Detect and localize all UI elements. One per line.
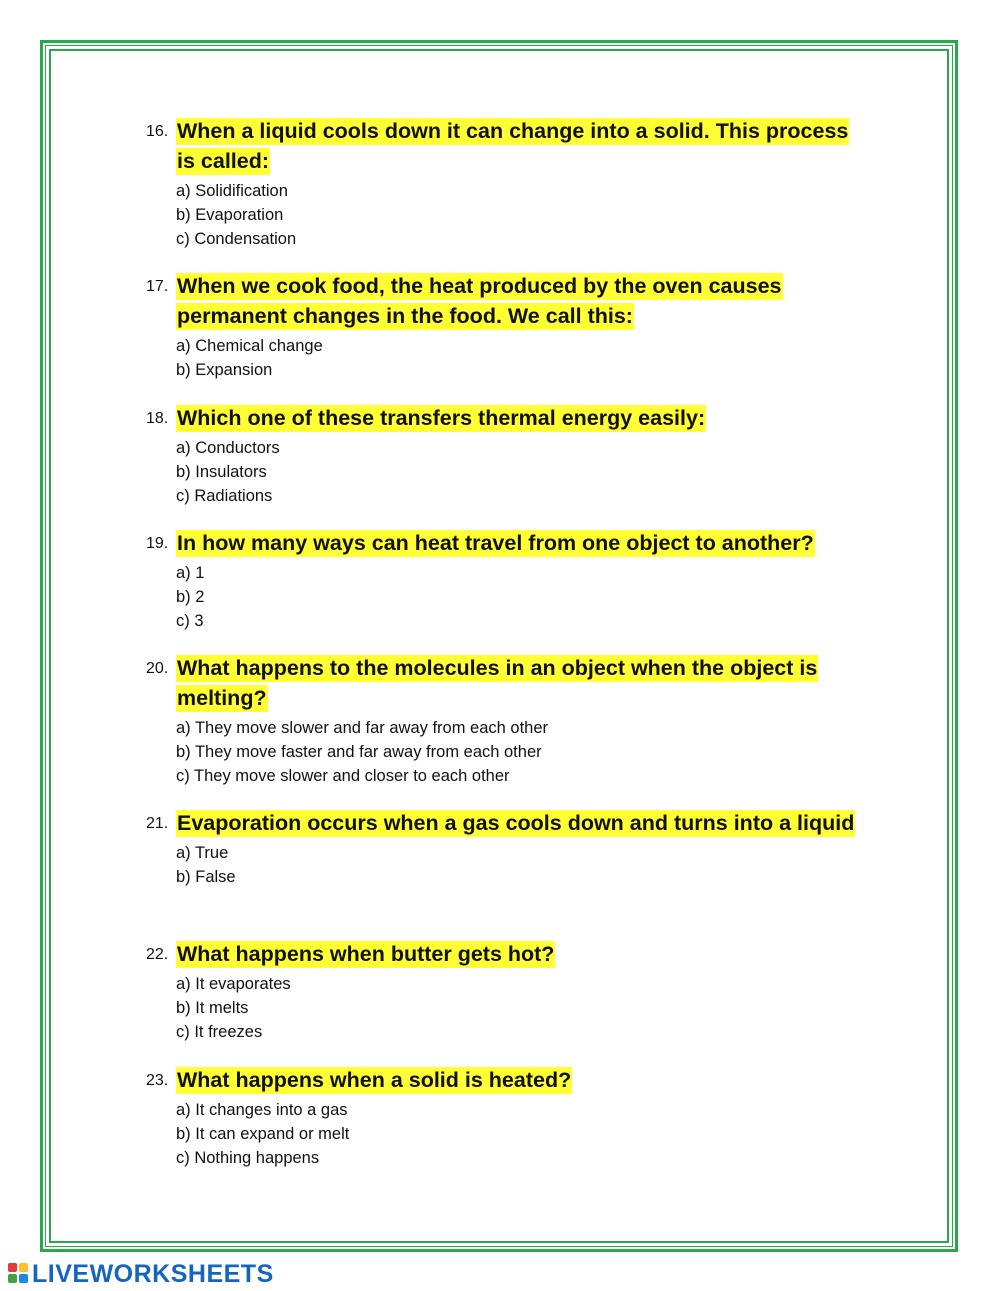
answer-options bbox=[176, 717, 866, 788]
answer-options bbox=[176, 335, 866, 383]
question-text-highlight: When we cook food, the heat produced by the oven causes permanent changes in the food. We call this: bbox=[177, 274, 782, 328]
answer-options bbox=[176, 437, 866, 508]
answer-option[interactable]: a) True bbox=[176, 844, 229, 862]
answer-option[interactable]: b) Insulators bbox=[176, 462, 267, 481]
liveworksheets-logo-icon bbox=[8, 1263, 30, 1285]
answer-options bbox=[176, 562, 866, 633]
answer-option[interactable]: a) Conductors bbox=[176, 439, 280, 457]
question-text bbox=[176, 116, 866, 176]
answer-option[interactable]: b) 2 bbox=[176, 587, 205, 606]
answer-option[interactable]: a) Chemical change bbox=[176, 337, 323, 355]
question-number: 19. bbox=[146, 535, 169, 552]
answer-option[interactable]: b) False bbox=[176, 867, 236, 886]
question-text-highlight: When a liquid cools down it can change into a solid. This process is called: bbox=[177, 119, 849, 173]
answer-option[interactable]: b) Expansion bbox=[176, 360, 273, 379]
question-item bbox=[146, 271, 866, 383]
question-item bbox=[146, 528, 866, 633]
question-text-highlight: In how many ways can heat travel from one object to another? bbox=[177, 531, 814, 555]
answer-option[interactable]: c) Condensation bbox=[176, 229, 297, 248]
question-item bbox=[146, 403, 866, 508]
answer-option[interactable]: a) Solidification bbox=[176, 182, 288, 200]
question-text-highlight: What happens when a solid is heated? bbox=[177, 1068, 572, 1092]
question-text bbox=[176, 403, 866, 433]
answer-option[interactable]: a) They move slower and far away from each other bbox=[176, 719, 549, 737]
answer-option[interactable]: b) They move faster and far away from each other bbox=[176, 742, 542, 761]
answer-option[interactable]: b) Evaporation bbox=[176, 205, 284, 224]
question-number: 16. bbox=[146, 123, 169, 140]
answer-options bbox=[176, 973, 866, 1044]
question-text-highlight: What happens to the molecules in an object when the object is melting? bbox=[177, 656, 818, 710]
question-item bbox=[146, 1065, 866, 1170]
question-text-highlight: Which one of these transfers thermal energy easily: bbox=[177, 406, 706, 430]
question-number: 20. bbox=[146, 660, 169, 677]
answer-options bbox=[176, 180, 866, 251]
answer-options bbox=[176, 842, 866, 890]
question-number: 18. bbox=[146, 410, 169, 427]
question-number: 21. bbox=[146, 815, 169, 832]
question-text-highlight: Evaporation occurs when a gas cools down and turns into a liquid bbox=[177, 811, 855, 835]
question-text bbox=[176, 1065, 866, 1095]
question-text bbox=[176, 271, 866, 331]
answer-option[interactable]: b) It melts bbox=[176, 998, 249, 1017]
question-text bbox=[176, 808, 866, 838]
answer-option[interactable]: a) 1 bbox=[176, 564, 205, 582]
question-number: 23. bbox=[146, 1072, 169, 1089]
question-item bbox=[146, 808, 866, 890]
question-number: 17. bbox=[146, 278, 169, 295]
answer-option[interactable]: c) 3 bbox=[176, 611, 204, 630]
answer-option[interactable]: c) They move slower and closer to each other bbox=[176, 766, 510, 785]
question-text-highlight: What happens when butter gets hot? bbox=[177, 942, 555, 966]
question-item bbox=[146, 653, 866, 788]
answer-option[interactable]: c) It freezes bbox=[176, 1022, 263, 1041]
question-text bbox=[176, 528, 866, 558]
answer-option[interactable]: a) It evaporates bbox=[176, 975, 291, 993]
logo-text: LIVEWORKSHEETS bbox=[32, 1260, 274, 1288]
answer-options bbox=[176, 1099, 866, 1170]
liveworksheets-logo bbox=[8, 1260, 274, 1288]
answer-option[interactable]: a) It changes into a gas bbox=[176, 1101, 348, 1119]
question-text bbox=[176, 939, 866, 969]
answer-option[interactable]: c) Nothing happens bbox=[176, 1148, 320, 1167]
question-item bbox=[146, 939, 866, 1044]
question-text bbox=[176, 653, 866, 713]
answer-option[interactable]: c) Radiations bbox=[176, 486, 273, 505]
question-number: 22. bbox=[146, 946, 169, 963]
answer-option[interactable]: b) It can expand or melt bbox=[176, 1124, 350, 1143]
question-item bbox=[146, 116, 866, 251]
